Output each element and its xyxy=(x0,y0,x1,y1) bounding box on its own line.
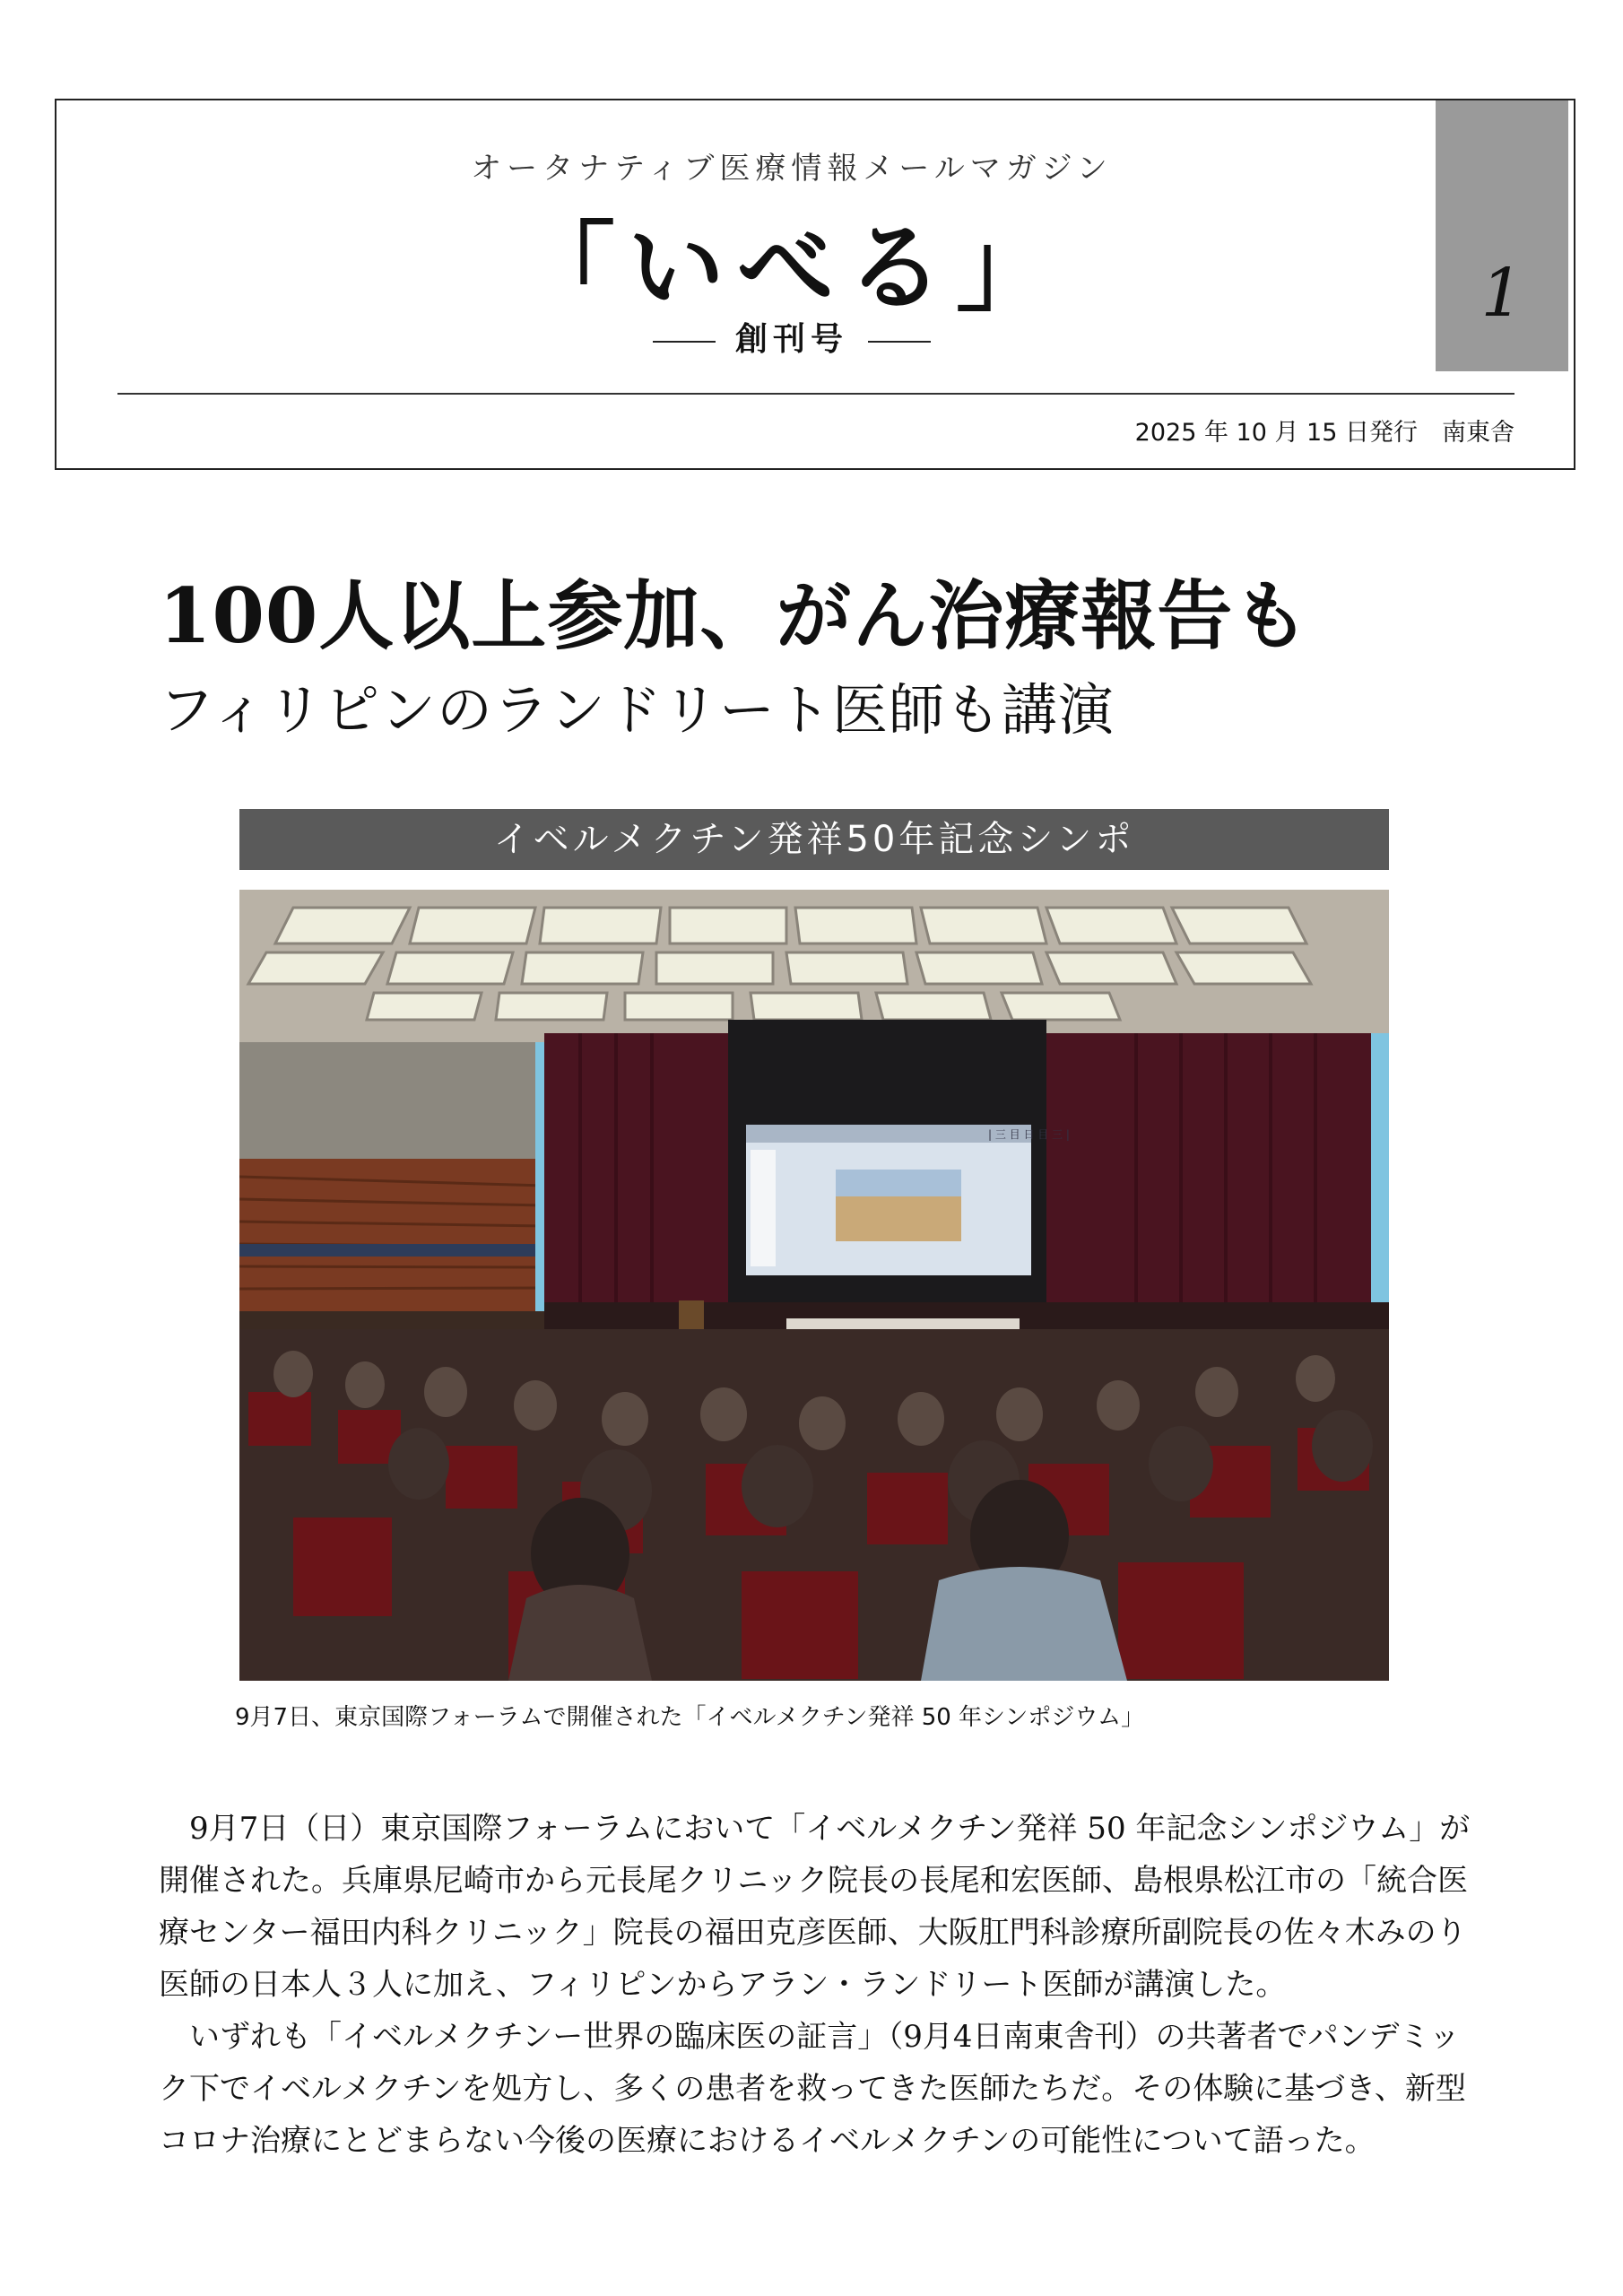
article-subheadline: フィリピンのランドリート医師も講演 xyxy=(159,677,1115,743)
masthead xyxy=(55,99,1575,470)
article-paragraph: いずれも「イベルメクチンー世界の臨床医の証言」（9月4日南東舎刊）の共著者でパンデミック下でイベルメクチンを処方し、多くの患者を救ってきた医師たちだ。その体験に基づき、新型コロナ治療にとどまらない今後の医療におけるイベルメクチンの可能性について語った。 xyxy=(159,2019,1466,2159)
slide-toolbar-text: | 三 目 日 目 三 | xyxy=(988,1128,1070,1141)
article-body xyxy=(159,1803,1477,2167)
masthead-kicker: オータナティブ医療情報メールマガジン xyxy=(471,151,1113,187)
edition-label xyxy=(56,314,1527,360)
section-banner: イベルメクチン発祥50年記念シンポ xyxy=(239,809,1389,870)
issue-number-tab xyxy=(1436,100,1568,371)
article-paragraph: 9月7日（日）東京国際フォーラムにおいて「イベルメクチン発祥 50 年記念シンポジウム」が開催された。兵庫県尼崎市から元長尾クリニック院長の長尾和宏医師、島根県松江市の「統合医療センター福田内科クリニック」院長の福田克彦医師、大阪肛門科診療所副院長の佐々木みのり医師の日本人３人に加え、フィリピンからアラン・ランドリート医師が講演した。 xyxy=(159,1811,1471,2003)
magazine-title: 「いべる」 xyxy=(517,212,1065,325)
issue-number: 1 xyxy=(1480,255,1523,332)
photo-caption: 9月7日、東京国際フォーラムで開催された「イベルメクチン発祥 50 年シンポジウム」 xyxy=(235,1704,1145,1731)
article-headline: 100人以上参加、がん治療報告も xyxy=(159,571,1310,660)
edition-text: 創刊号 xyxy=(734,320,848,358)
masthead-divider xyxy=(117,393,1515,395)
symposium-photo xyxy=(239,890,1389,1681)
issue-date: 2025 年 10 月 15 日発行 南東舎 xyxy=(1134,419,1515,447)
